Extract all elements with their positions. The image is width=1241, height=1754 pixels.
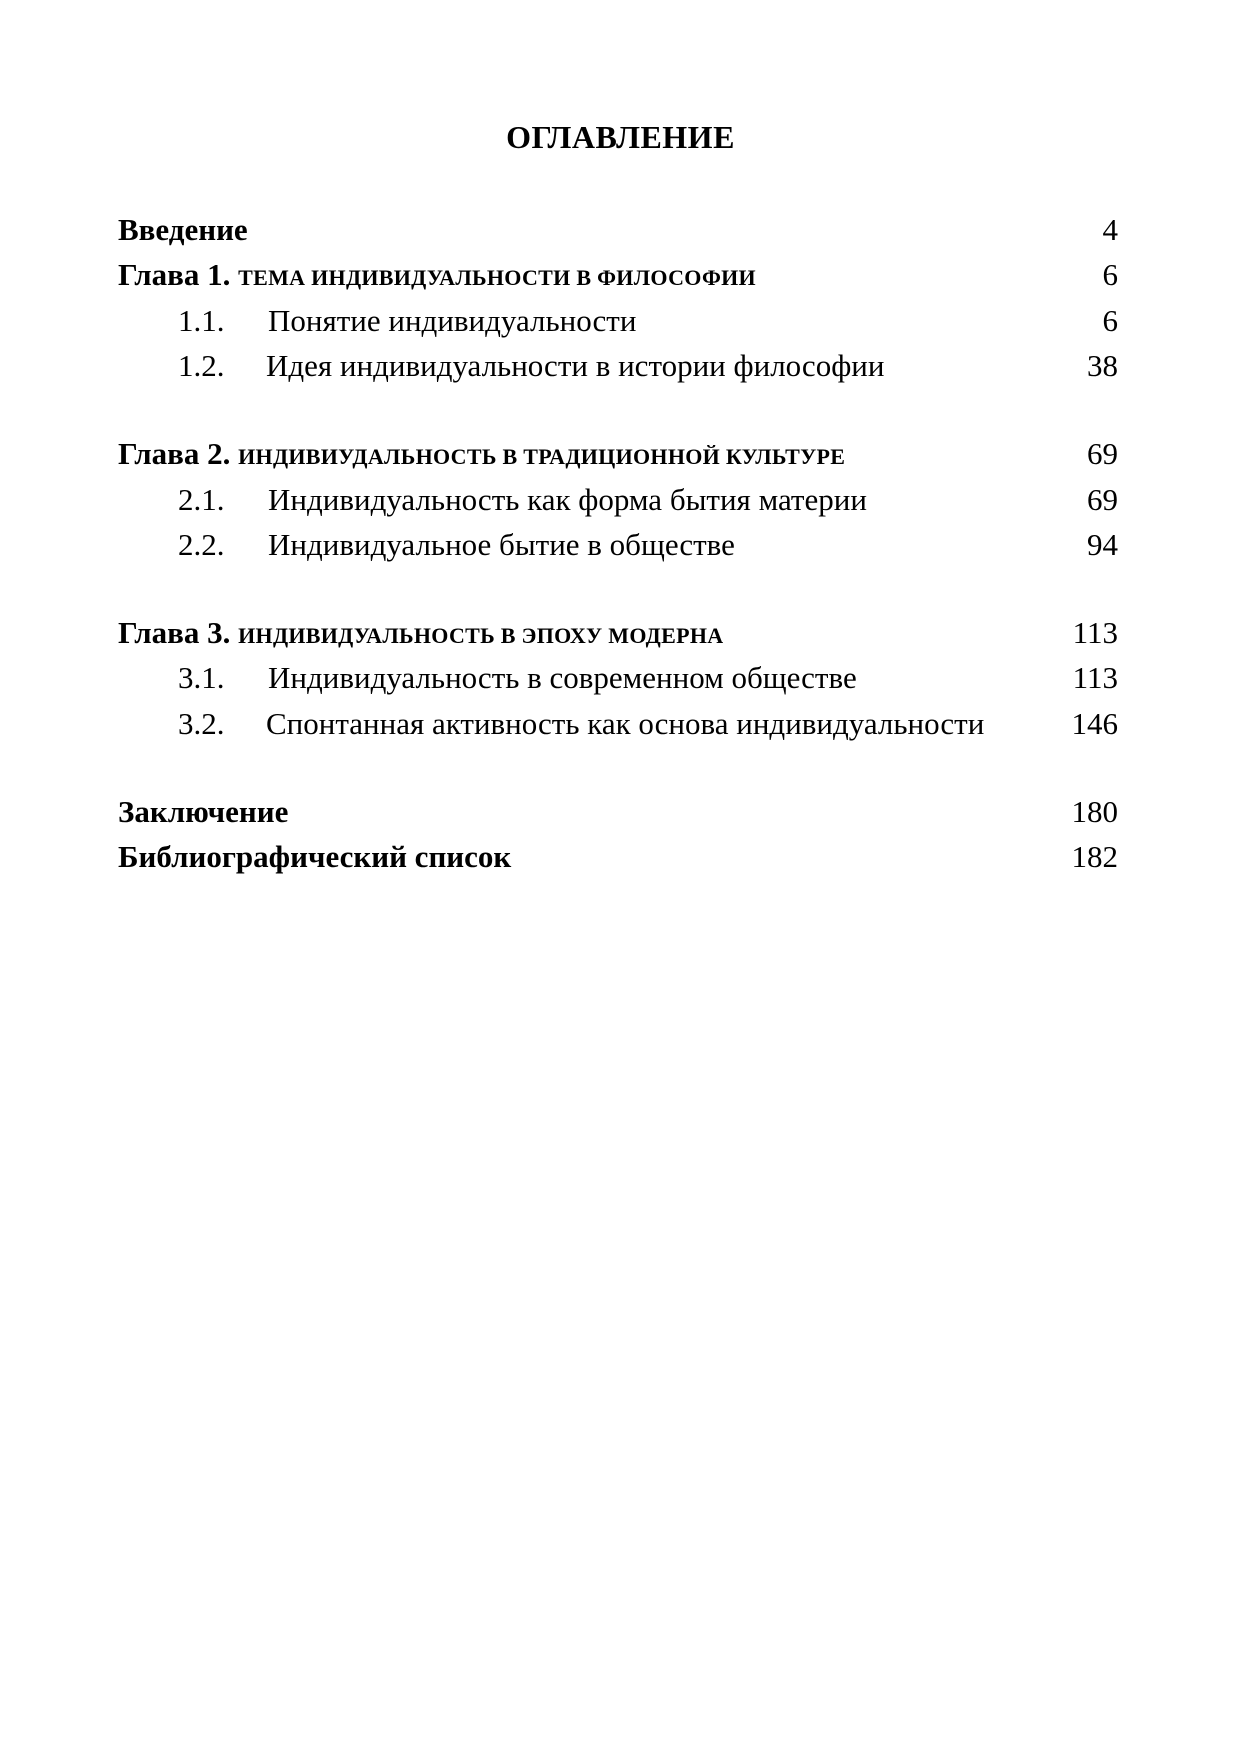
toc-page-number: 4 xyxy=(1102,212,1118,247)
toc-page-number: 113 xyxy=(1072,615,1118,650)
toc-page-number: 6 xyxy=(1102,303,1118,338)
section-number: 3.2. xyxy=(178,706,225,741)
toc-section-2-2[interactable] xyxy=(118,522,1118,568)
toc-entry-label: Введение xyxy=(118,212,248,247)
toc-section-1-2[interactable] xyxy=(118,343,1118,389)
toc-section-3-1[interactable] xyxy=(118,655,1118,701)
toc-section-1-1[interactable] xyxy=(118,298,1118,344)
section-title: Понятие индивидуальности xyxy=(268,303,637,338)
section-number: 2.2. xyxy=(178,527,225,562)
toc-page-number: 94 xyxy=(1087,527,1118,562)
toc-page-number: 69 xyxy=(1087,436,1118,471)
toc-page-number: 69 xyxy=(1087,482,1118,517)
toc-page-number: 180 xyxy=(1071,794,1118,829)
toc-chapter-1[interactable] xyxy=(118,252,1118,298)
section-title: Индивидуальность как форма бытия материи xyxy=(268,482,867,517)
section-title: Идея индивидуальности в истории философии xyxy=(266,348,885,383)
chapter-title: ТЕМА ИНДИВИДУАЛЬНОСТИ В ФИЛОСОФИИ xyxy=(238,265,756,290)
section-title: Индивидуальное бытие в обществе xyxy=(268,527,735,562)
toc-entry-intro[interactable] xyxy=(118,207,1118,253)
toc-page-number: 113 xyxy=(1072,660,1118,695)
toc-page-number: 38 xyxy=(1087,348,1118,383)
toc-entry-label: Заключение xyxy=(118,794,289,829)
toc-title: ОГЛАВЛЕНИЕ xyxy=(506,119,735,155)
section-number: 2.1. xyxy=(178,482,225,517)
chapter-title: ИНДИВИДУАЛЬНОСТЬ В ЭПОХУ МОДЕРНА xyxy=(238,623,724,648)
toc-chapter-2[interactable] xyxy=(118,431,1118,477)
toc-page-number: 146 xyxy=(1071,706,1118,741)
chapter-prefix: Глава 1. xyxy=(118,257,239,292)
section-title: Спонтанная активность как основа индивидуальности xyxy=(266,706,985,741)
toc-entry-conclusion[interactable] xyxy=(118,789,1118,835)
toc-section-3-2[interactable] xyxy=(118,701,1118,747)
toc-entry-bibliography[interactable] xyxy=(118,834,1118,880)
section-number: 1.2. xyxy=(178,348,225,383)
section-number: 3.1. xyxy=(178,660,225,695)
toc-section-2-1[interactable] xyxy=(118,477,1118,523)
toc-chapter-3[interactable] xyxy=(118,610,1118,656)
chapter-prefix: Глава 2. xyxy=(118,436,239,471)
chapter-prefix: Глава 3. xyxy=(118,615,239,650)
toc-page-number: 6 xyxy=(1102,257,1118,292)
section-number: 1.1. xyxy=(178,303,225,338)
toc-entry-label: Библиографический список xyxy=(118,839,512,874)
toc-page-number: 182 xyxy=(1071,839,1118,874)
section-title: Индивидуальность в современном обществе xyxy=(268,660,857,695)
chapter-title: ИНДИВИУДАЛЬНОСТЬ В ТРАДИЦИОННОЙ КУЛЬТУРЕ xyxy=(238,444,846,469)
